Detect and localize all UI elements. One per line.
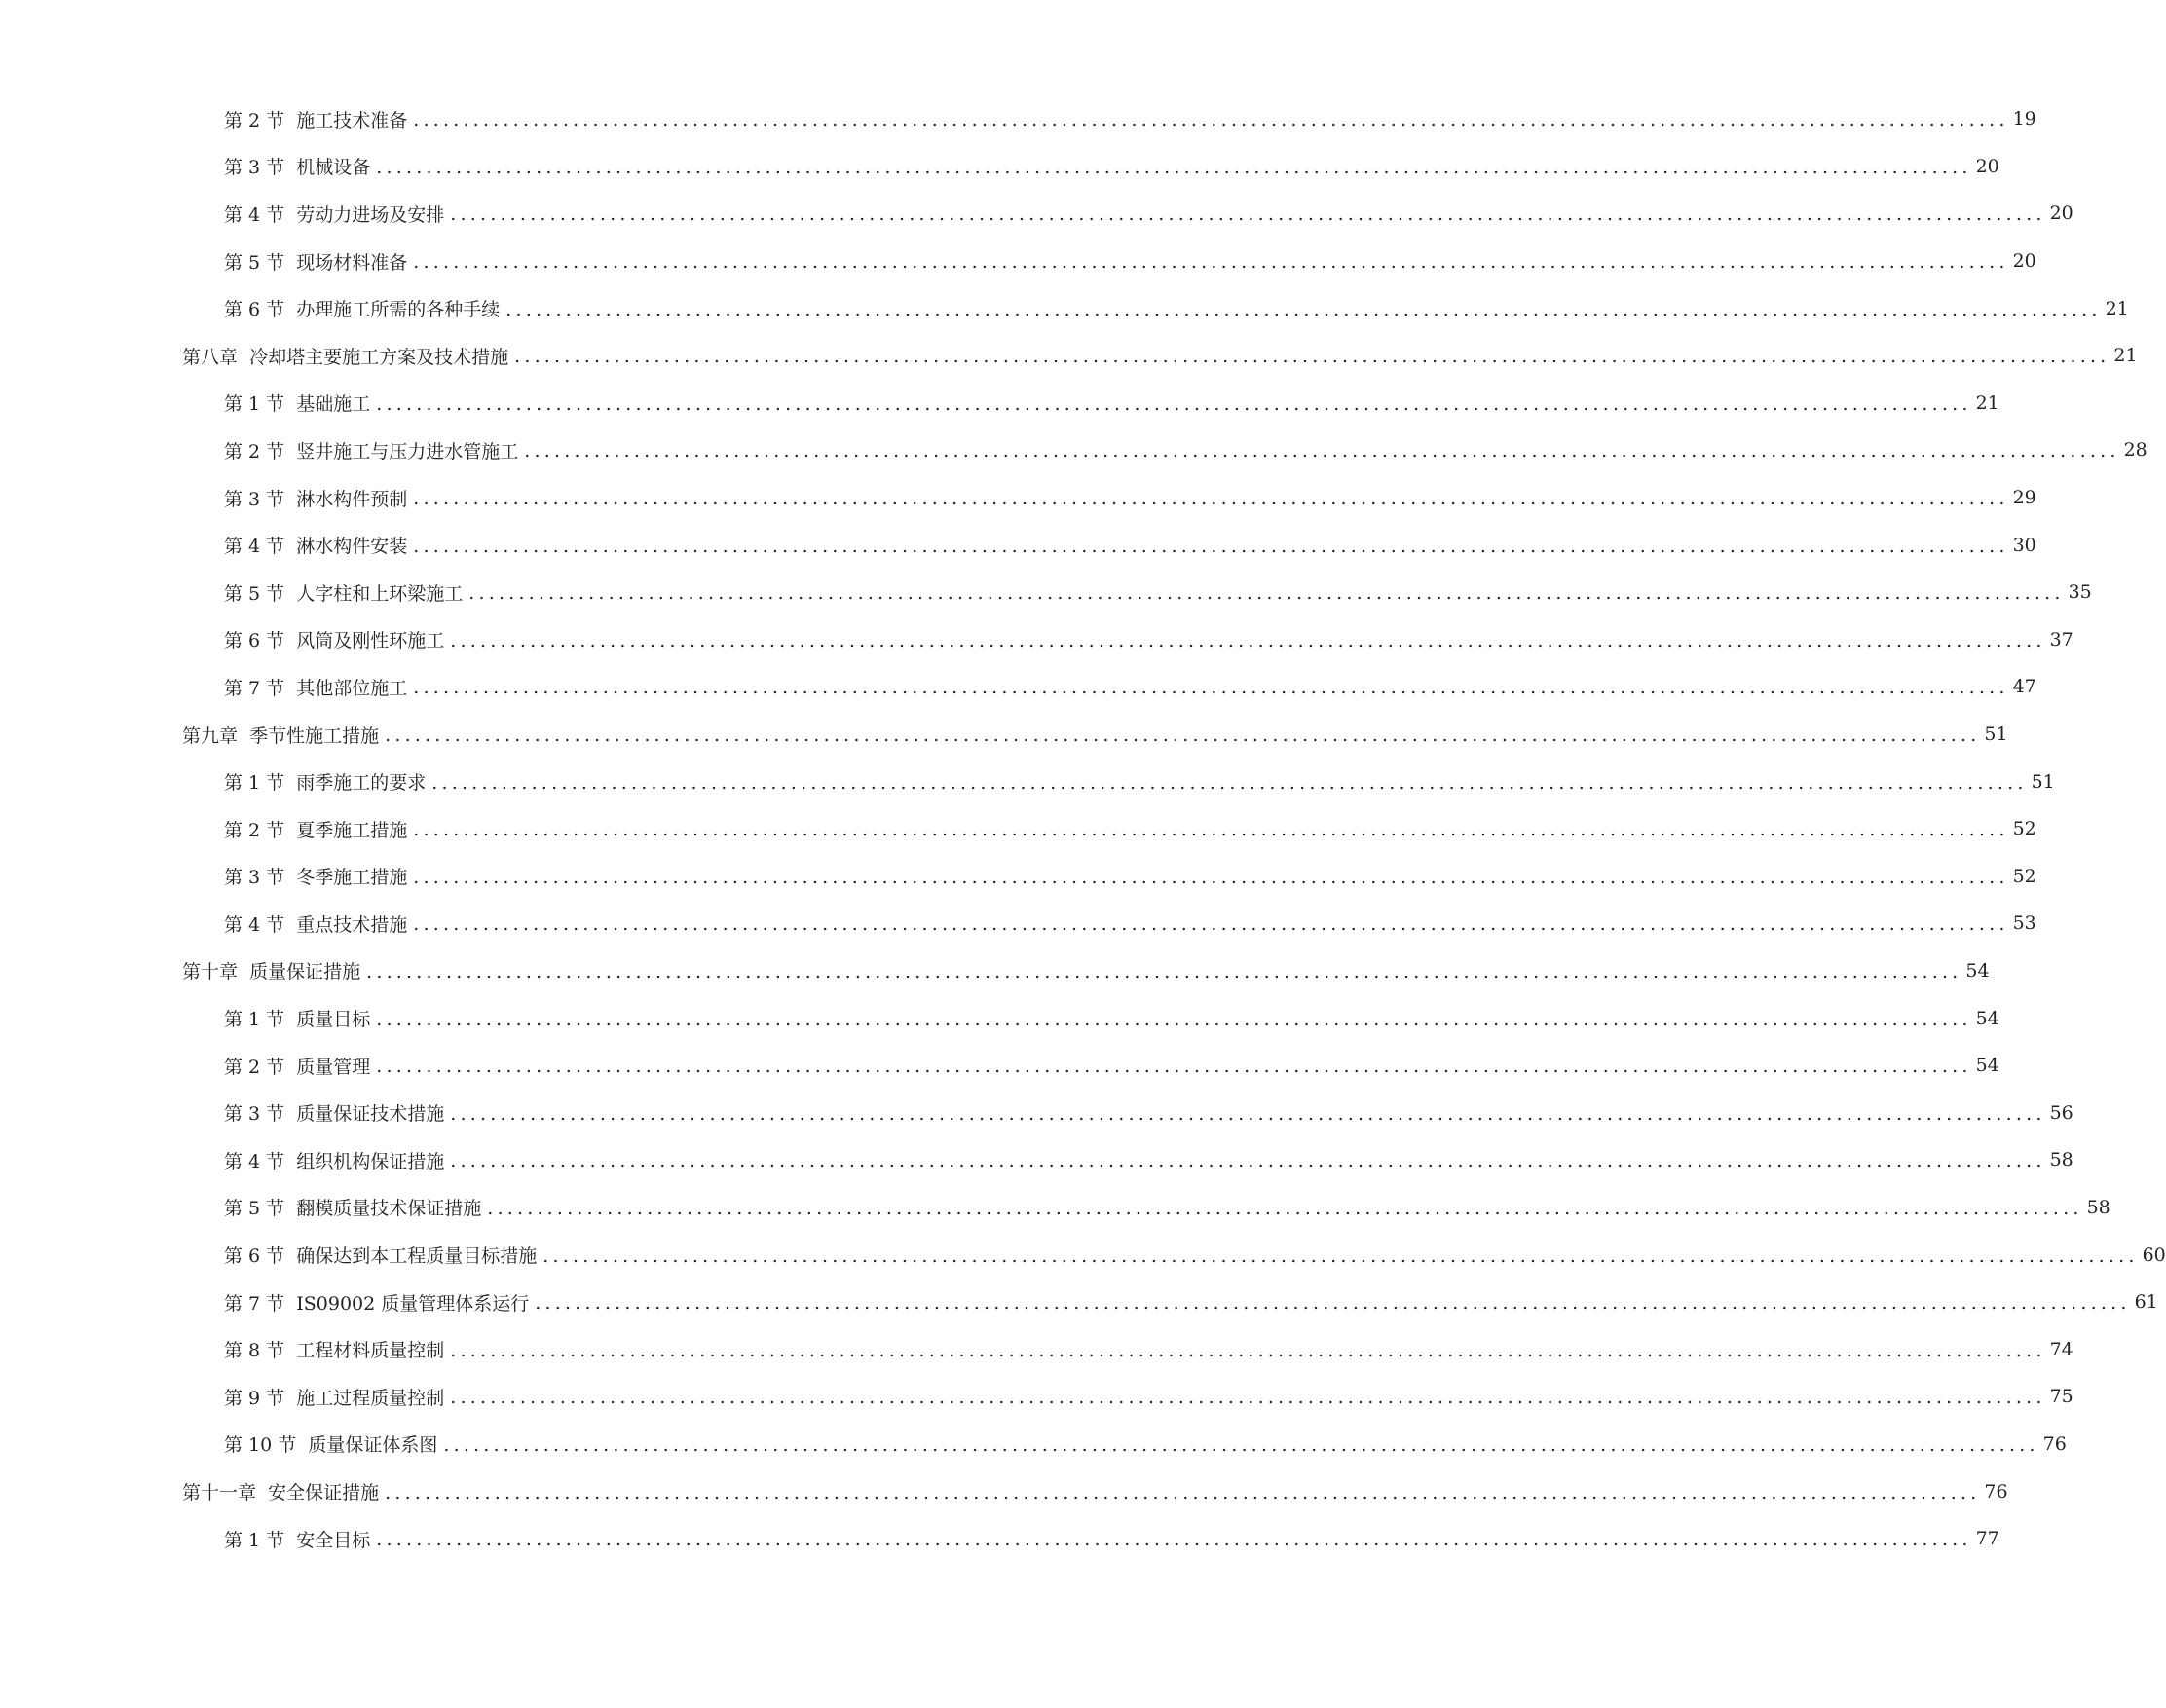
toc-section-entry[interactable]	[0, 1421, 2067, 1468]
toc-entry-title: 第 5 节 人字柱和上环梁施工	[224, 579, 468, 606]
toc-page-number: 20	[1972, 156, 1999, 177]
toc-page-number: 56	[2046, 1102, 2073, 1124]
dot-leader: ................................................................................................................................................................	[413, 251, 2009, 274]
toc-section-entry[interactable]	[0, 143, 1999, 191]
toc-page-number: 21	[2102, 298, 2129, 319]
toc-page-number: 54	[1972, 1008, 1999, 1029]
dot-leader: ................................................................................................................................................................	[413, 488, 2009, 510]
toc-section-entry[interactable]	[0, 1184, 2110, 1232]
toc-entry-title: 第 6 节 办理施工所需的各种手续	[224, 295, 505, 321]
dot-leader: ................................................................................................................................................................	[514, 346, 2110, 368]
toc-page-number: 53	[2009, 912, 2036, 934]
toc-section-entry[interactable]	[0, 1325, 2073, 1373]
toc-entry-title: 第 9 节 施工过程质量控制	[224, 1384, 450, 1410]
toc-section-entry[interactable]	[0, 1231, 2166, 1279]
toc-section-entry[interactable]	[0, 1089, 2073, 1136]
dot-leader: ................................................................................................................................................................	[450, 1150, 2046, 1172]
dot-leader: ................................................................................................................................................................	[542, 1244, 2139, 1267]
toc-entry-title: 第 3 节 机械设备	[224, 153, 376, 179]
toc-entry-title: 第 1 节 质量目标	[224, 1005, 376, 1031]
toc-section-entry[interactable]	[0, 380, 1999, 427]
toc-section-entry[interactable]	[0, 284, 2129, 332]
toc-section-entry[interactable]	[0, 521, 2036, 569]
toc-page-number: 75	[2046, 1386, 2073, 1407]
toc-section-entry[interactable]	[0, 805, 2036, 853]
toc-page-number: 58	[2046, 1149, 2073, 1170]
toc-entry-title: 第 10 节 质量保证体系图	[224, 1430, 443, 1457]
toc-entry-title: 第 6 节 风筒及刚性环施工	[224, 626, 450, 652]
toc-entry-title: 第 2 节 竖井施工与压力进水管施工	[224, 437, 524, 464]
dot-leader: ................................................................................................................................................................	[413, 677, 2009, 699]
toc-entry-title: 第 2 节 施工技术准备	[224, 106, 413, 132]
table-of-contents	[0, 95, 2166, 1562]
toc-page-number: 54	[1961, 960, 1989, 982]
toc-entry-title: 第 3 节 质量保证技术措施	[224, 1099, 450, 1126]
toc-section-entry[interactable]	[0, 1042, 1999, 1090]
toc-entry-title: 第八章 冷却塔主要施工方案及技术措施	[182, 343, 514, 369]
toc-section-entry[interactable]	[0, 616, 2073, 664]
dot-leader: ................................................................................................................................................................	[487, 1197, 2083, 1219]
toc-section-entry[interactable]	[0, 900, 2036, 947]
dot-leader: ................................................................................................................................................................	[413, 913, 2009, 936]
dot-leader: ................................................................................................................................................................	[376, 156, 1972, 178]
toc-section-entry[interactable]	[0, 1136, 2073, 1184]
toc-entry-title: 第九章 季节性施工措施	[182, 722, 385, 748]
toc-page-number: 21	[2110, 345, 2137, 366]
toc-page-number: 60	[2139, 1244, 2166, 1266]
dot-leader: ................................................................................................................................................................	[376, 1008, 1972, 1030]
toc-page-number: 52	[2009, 818, 2036, 839]
toc-section-entry[interactable]	[0, 758, 2055, 805]
dot-leader: ................................................................................................................................................................	[535, 1292, 2131, 1315]
dot-leader: ................................................................................................................................................................	[413, 819, 2009, 841]
toc-page-number: 76	[1980, 1481, 2007, 1503]
toc-entry-title: 第十一章 安全保证措施	[182, 1478, 385, 1504]
dot-leader: ................................................................................................................................................................	[450, 204, 2046, 226]
toc-page-number: 77	[1972, 1528, 1999, 1549]
dot-leader: ................................................................................................................................................................	[385, 1481, 1981, 1504]
toc-chapter-entry[interactable]	[0, 947, 1990, 995]
dot-leader: ................................................................................................................................................................	[413, 109, 2009, 131]
toc-entry-title: 第 2 节 夏季施工措施	[224, 816, 413, 842]
toc-entry-title: 第 4 节 重点技术措施	[224, 910, 413, 937]
toc-page-number: 19	[2009, 108, 2036, 130]
toc-page-number: 54	[1972, 1055, 1999, 1076]
dot-leader: ................................................................................................................................................................	[376, 1529, 1972, 1551]
toc-page-number: 52	[2009, 866, 2036, 887]
dot-leader: ................................................................................................................................................................	[385, 724, 1981, 747]
toc-section-entry[interactable]	[0, 1373, 2073, 1421]
dot-leader: ................................................................................................................................................................	[413, 866, 2009, 888]
toc-page-number: 51	[1980, 724, 2007, 745]
toc-chapter-entry[interactable]	[0, 711, 2008, 759]
toc-page-number: 21	[1972, 392, 1999, 414]
toc-entry-title: 第 5 节 翻模质量技术保证措施	[224, 1194, 487, 1220]
toc-chapter-entry[interactable]	[0, 332, 2138, 380]
toc-entry-title: 第 7 节 IS09002 质量管理体系运行	[224, 1289, 535, 1316]
toc-section-entry[interactable]	[0, 474, 2036, 522]
toc-entry-title: 第 4 节 淋水构件安装	[224, 532, 413, 558]
toc-page-number: 35	[2065, 581, 2092, 603]
toc-entry-title: 第 4 节 组织机构保证措施	[224, 1147, 450, 1173]
toc-section-entry[interactable]	[0, 238, 2036, 285]
toc-entry-title: 第 1 节 基础施工	[224, 390, 376, 416]
toc-section-entry[interactable]	[0, 663, 2036, 711]
dot-leader: ................................................................................................................................................................	[443, 1433, 2039, 1456]
toc-entry-title: 第 6 节 确保达到本工程质量目标措施	[224, 1242, 542, 1268]
toc-entry-title: 第 4 节 劳动力进场及安排	[224, 201, 450, 227]
toc-page-number: 74	[2046, 1339, 2073, 1360]
toc-entry-title: 第 2 节 质量管理	[224, 1053, 376, 1079]
toc-section-entry[interactable]	[0, 1279, 2158, 1326]
dot-leader: ................................................................................................................................................................	[431, 771, 2028, 794]
toc-chapter-entry[interactable]	[0, 1467, 2008, 1515]
dot-leader: ................................................................................................................................................................	[450, 1102, 2046, 1125]
toc-entry-title: 第 5 节 现场材料准备	[224, 248, 413, 275]
toc-page-number: 20	[2009, 250, 2036, 272]
toc-page-number: 20	[2046, 203, 2073, 224]
dot-leader: ................................................................................................................................................................	[524, 440, 2120, 463]
toc-page-number: 29	[2009, 487, 2036, 508]
dot-leader: ................................................................................................................................................................	[450, 1339, 2046, 1361]
dot-leader: ................................................................................................................................................................	[413, 535, 2009, 557]
toc-entry-title: 第 1 节 雨季施工的要求	[224, 768, 431, 795]
toc-section-entry[interactable]	[0, 190, 2073, 238]
toc-page-number: 51	[2028, 771, 2055, 793]
toc-page-number: 37	[2046, 629, 2073, 650]
toc-page-number: 30	[2009, 535, 2036, 556]
toc-entry-title: 第 1 节 安全目标	[224, 1526, 376, 1552]
toc-entry-title: 第十章 质量保证措施	[182, 957, 366, 984]
dot-leader: ................................................................................................................................................................	[366, 960, 1962, 983]
toc-entry-title: 第 3 节 冬季施工措施	[224, 863, 413, 889]
toc-section-entry[interactable]	[0, 994, 1999, 1042]
toc-page-number: 47	[2009, 676, 2036, 697]
toc-entry-title: 第 3 节 淋水构件预制	[224, 485, 413, 511]
dot-leader: ................................................................................................................................................................	[376, 1056, 1972, 1078]
dot-leader: ................................................................................................................................................................	[468, 582, 2065, 605]
dot-leader: ................................................................................................................................................................	[505, 298, 2102, 320]
dot-leader: ................................................................................................................................................................	[376, 392, 1972, 415]
toc-page-number: 28	[2120, 439, 2147, 461]
toc-section-entry[interactable]	[0, 95, 2036, 143]
toc-section-entry[interactable]	[0, 427, 2147, 474]
dot-leader: ................................................................................................................................................................	[450, 629, 2046, 651]
toc-section-entry[interactable]	[0, 853, 2036, 901]
toc-page-number: 76	[2039, 1433, 2067, 1455]
toc-entry-title: 第 8 节 工程材料质量控制	[224, 1336, 450, 1362]
toc-section-entry[interactable]	[0, 569, 2092, 616]
dot-leader: ................................................................................................................................................................	[450, 1387, 2046, 1409]
toc-section-entry[interactable]	[0, 1515, 1999, 1563]
toc-entry-title: 第 7 节 其他部位施工	[224, 674, 413, 700]
toc-page-number: 61	[2131, 1291, 2158, 1313]
toc-page-number: 58	[2083, 1197, 2110, 1218]
